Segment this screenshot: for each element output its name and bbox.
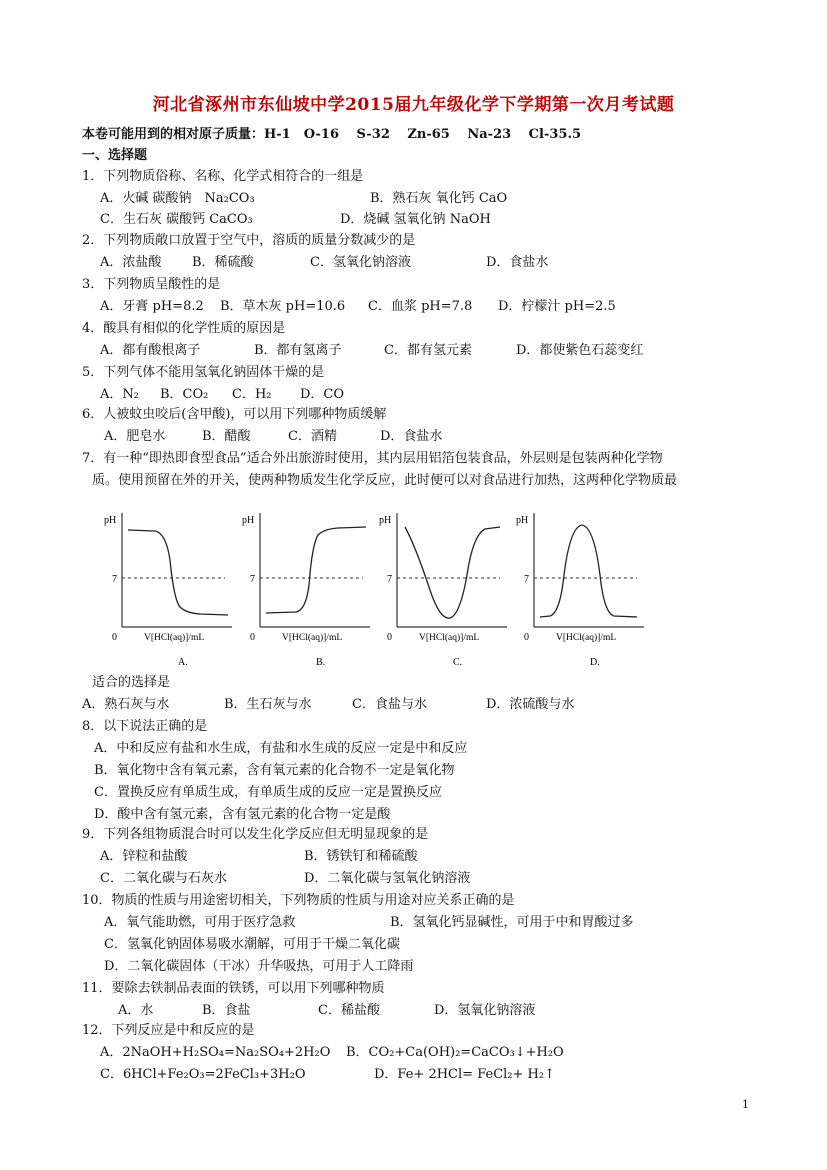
- question-stem: 3．下列物质呈酸性的是: [82, 277, 221, 292]
- option-c: C．H₂: [232, 387, 272, 402]
- graph-a: [100, 505, 240, 670]
- option-a: A．锌粒和盐酸: [100, 849, 188, 864]
- option-b: B．食盐: [202, 1003, 251, 1018]
- graph-label: C.: [453, 657, 463, 668]
- y-axis-label: pH: [516, 515, 529, 526]
- option-a: A．都有酸根离子: [100, 343, 201, 358]
- question-stem: 9．下列各组物质混合时可以发生化学反应但无明显现象的是: [82, 827, 429, 842]
- question-stem-cont: 质。使用预留在外的开关，使两种物质发生化学反应，此时便可以对食品进行加热，这两种化学物质最: [92, 473, 678, 488]
- option-a: A．熟石灰与水: [82, 697, 170, 712]
- question-stem: 5．下列气体不能用氢氧化钠固体干燥的是: [82, 365, 325, 380]
- section-heading: 一、选择题: [82, 148, 148, 163]
- option-a: A．水: [118, 1003, 154, 1018]
- option-a: A．浓盐酸: [100, 255, 162, 270]
- graph-c: [375, 505, 515, 670]
- tick-0: 0: [524, 632, 529, 643]
- tick-0: 0: [112, 632, 117, 643]
- graph-label: A.: [178, 657, 188, 668]
- option-a: A．N₂: [100, 387, 139, 402]
- option-d: D．都使紫色石蕊变红: [516, 343, 644, 358]
- question-stem: 8．以下说法正确的是: [82, 719, 208, 734]
- option-d: D．食盐水: [486, 255, 549, 270]
- option-a: A．肥皂水: [104, 429, 166, 444]
- x-axis-label: V[HCl(aq)]/mL: [556, 633, 617, 643]
- x-axis-label: V[HCl(aq)]/mL: [282, 633, 343, 643]
- y-axis-label: pH: [242, 515, 255, 526]
- graph-label: B.: [316, 657, 326, 668]
- tick-7: 7: [112, 574, 117, 585]
- atomic-mass-note: 本卷可能用到的相对原子质量：H-1 O-16 S-32 Zn-65 Na-23 Cl-35.5: [82, 127, 582, 142]
- option-b: B．CO₂: [160, 387, 209, 402]
- option-c: C．置换反应有单质生成，有单质生成的反应一定是置换反应: [94, 785, 442, 800]
- tick-7: 7: [524, 574, 529, 585]
- option-d: D．氢氧化钠溶液: [434, 1003, 536, 1018]
- option-c: C．6HCl+Fe₂O₃=2FeCl₃+3H₂O: [100, 1067, 306, 1082]
- option-d: D．二氧化碳固体（干冰）升华吸热，可用于人工降雨: [104, 959, 414, 974]
- question-stem-cont: 适合的选择是: [92, 675, 171, 690]
- option-d: D．食盐水: [380, 429, 443, 444]
- tick-7: 7: [387, 574, 392, 585]
- option-c: C．食盐与水: [352, 697, 427, 712]
- option-d: D．浓硫酸与水: [486, 697, 575, 712]
- option-d: D．柠檬汁 pH=2.5: [498, 299, 616, 314]
- option-b: B．熟石灰 氧化钙 CaO: [370, 191, 508, 206]
- tick-7: 7: [250, 574, 255, 585]
- option-c: C．都有氢元素: [384, 343, 472, 358]
- question-stem: 6．人被蚊虫咬后(含甲酸)，可以用下列哪种物质缓解: [82, 407, 387, 422]
- x-axis-label: V[HCl(aq)]/mL: [419, 633, 480, 643]
- tick-0: 0: [387, 632, 392, 643]
- graph-d: [512, 505, 652, 670]
- option-d: D．Fe+ 2HCl= FeCl₂+ H₂↑: [374, 1067, 555, 1082]
- graph-b: [238, 505, 378, 670]
- question-stem: 10．物质的性质与用途密切相关，下列物质的性质与用途对应关系正确的是: [82, 893, 515, 908]
- option-b: B．生石灰与水: [224, 697, 312, 712]
- y-axis-label: pH: [104, 515, 117, 526]
- question-stem: 1．下列物质俗称、名称、化学式相符合的一组是: [82, 169, 364, 184]
- option-c: C．氢氧化钠溶液: [310, 255, 411, 270]
- option-c: C．氢氧化钠固体易吸水潮解，可用于干燥二氧化碳: [104, 937, 400, 952]
- question-stem: 7．有一种“即热即食型食品”适合外出旅游时使用，其内层用铝箔包装食品，外层则是包装两种化学物: [82, 451, 663, 466]
- option-b: B．醋酸: [202, 429, 251, 444]
- option-a: A．中和反应有盐和水生成，有盐和水生成的反应一定是中和反应: [94, 741, 468, 756]
- option-b: B．都有氢离子: [254, 343, 342, 358]
- option-b: B．锈铁钉和稀硫酸: [304, 849, 418, 864]
- question-stem: 2．下列物质敞口放置于空气中，溶质的质量分数减少的是: [82, 233, 416, 248]
- page-title: 河北省涿州市东仙坡中学2015届九年级化学下学期第一次月考试题: [152, 95, 675, 115]
- question-stem: 12．下列反应是中和反应的是: [82, 1023, 255, 1038]
- option-b: B．CO₂+Ca(OH)₂=CaCO₃↓+H₂O: [346, 1045, 564, 1060]
- option-d: D．烧碱 氢氧化钠 NaOH: [340, 212, 491, 227]
- option-c: C．二氧化碳与石灰水: [100, 871, 227, 886]
- option-a: A．火碱 碳酸钠 Na₂CO₃: [100, 191, 255, 206]
- option-a: A．氧气能助燃，可用于医疗急救: [104, 915, 296, 930]
- option-b: B．草木灰 pH=10.6: [220, 299, 346, 314]
- option-d: D．二氧化碳与氢氧化钠溶液: [304, 871, 471, 886]
- graph-label: D.: [590, 657, 600, 668]
- x-axis-label: V[HCl(aq)]/mL: [144, 633, 205, 643]
- option-b: B．氢氧化钙显碱性，可用于中和胃酸过多: [390, 915, 634, 930]
- option-d: D．酸中含有氢元素，含有氢元素的化合物一定是酸: [94, 807, 391, 822]
- option-a: A．牙膏 pH=8.2: [100, 299, 204, 314]
- tick-0: 0: [250, 632, 255, 643]
- option-a: A．2NaOH+H₂SO₄=Na₂SO₄+2H₂O: [100, 1045, 331, 1060]
- page-number: 1: [742, 1098, 749, 1111]
- option-b: B．氧化物中含有氧元素，含有氧元素的化合物不一定是氧化物: [94, 763, 455, 778]
- option-c: C．稀盐酸: [318, 1003, 380, 1018]
- option-c: C．血浆 pH=7.8: [368, 299, 473, 314]
- option-d: D．CO: [300, 387, 345, 402]
- y-axis-label: pH: [379, 515, 392, 526]
- question-stem: 11．要除去铁制品表面的铁锈，可以用下列哪种物质: [82, 981, 385, 996]
- option-b: B．稀硫酸: [192, 255, 254, 270]
- option-c: C．生石灰 碳酸钙 CaCO₃: [100, 212, 253, 227]
- option-c: C．酒精: [288, 429, 337, 444]
- question-stem: 4．酸具有相似的化学性质的原因是: [82, 321, 286, 336]
